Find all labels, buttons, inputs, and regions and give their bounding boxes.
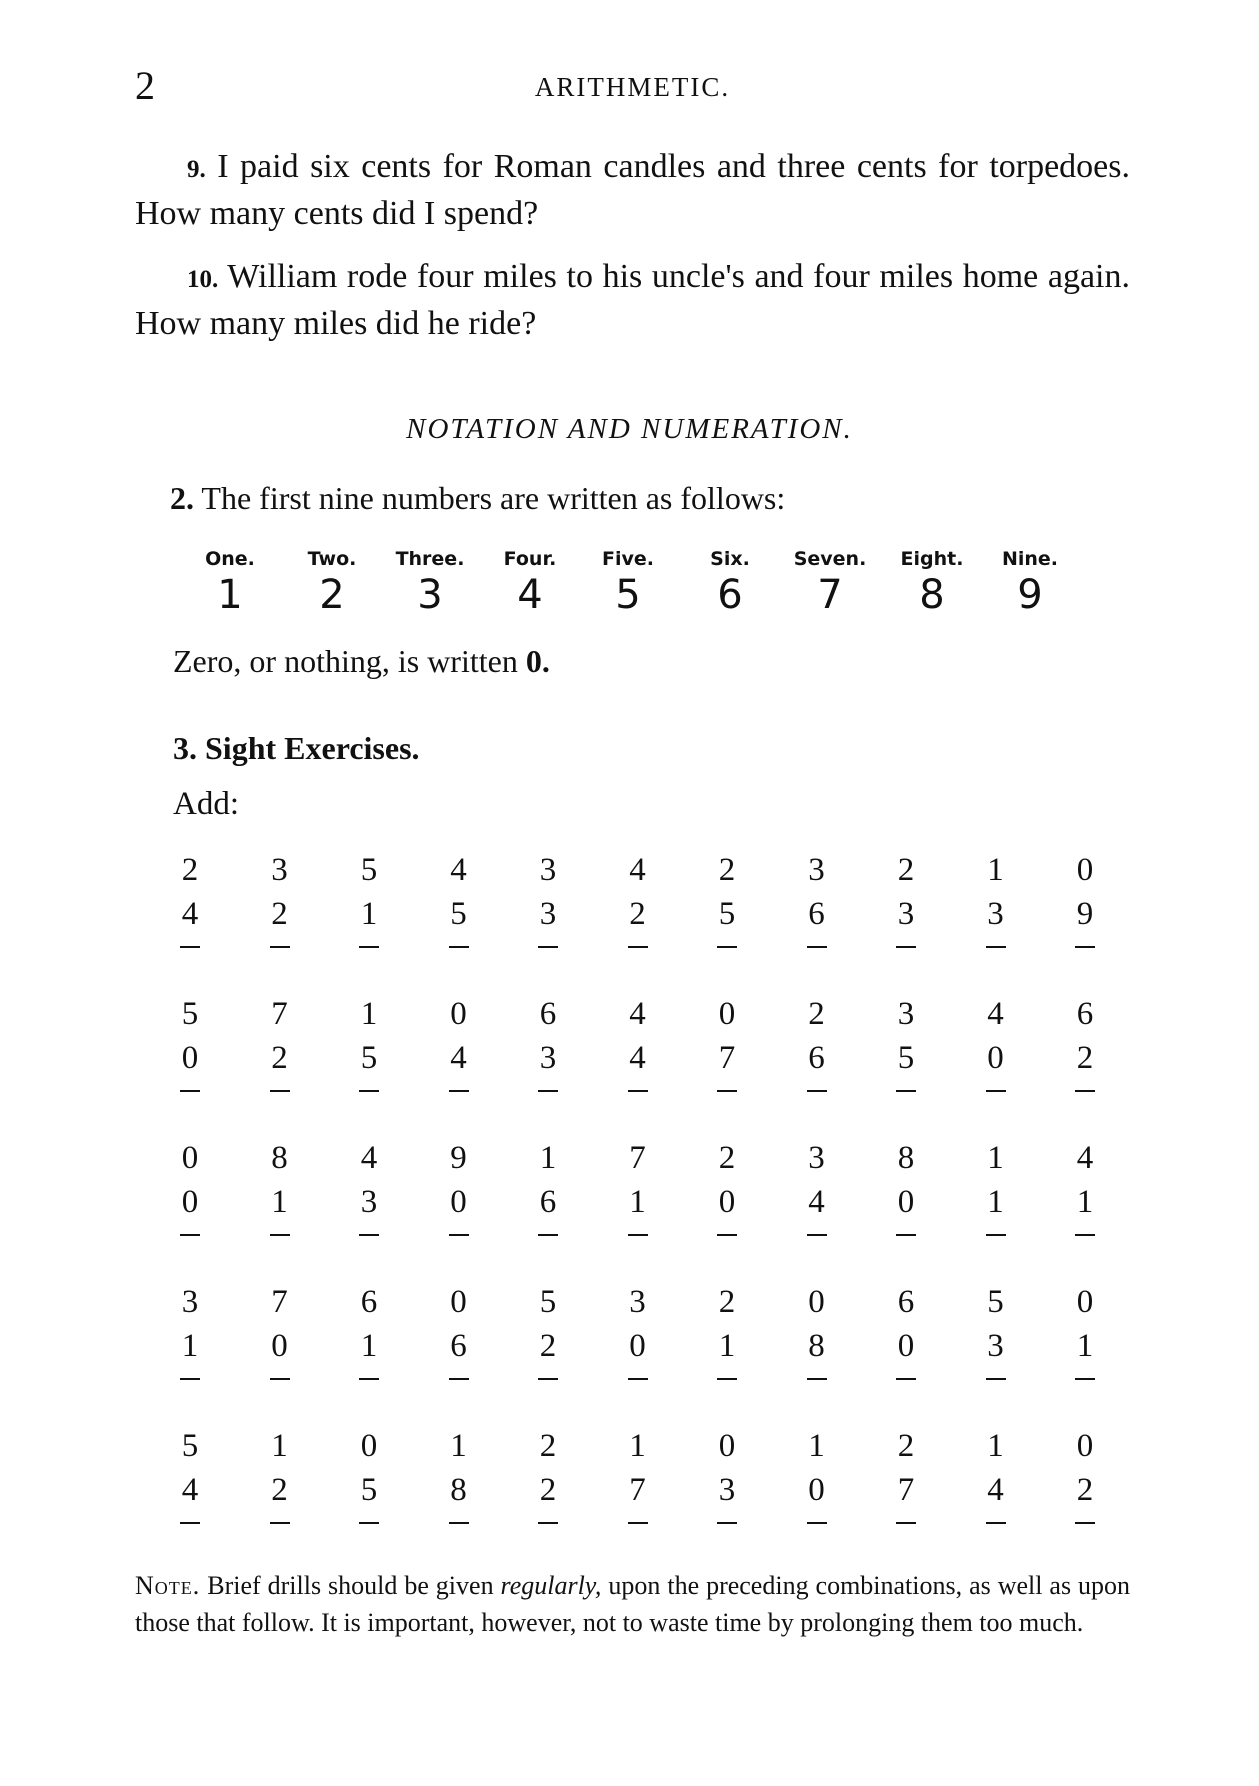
addend-top: 7 bbox=[629, 1140, 646, 1176]
addend-top: 1 bbox=[987, 852, 1004, 888]
sum-rule bbox=[270, 1378, 290, 1380]
sum-rule bbox=[896, 1234, 916, 1236]
addend-bottom: 7 bbox=[718, 1040, 736, 1076]
addition-problem bbox=[429, 992, 489, 1092]
addend-top: 5 bbox=[181, 996, 199, 1032]
addend-top: 2 bbox=[539, 1428, 557, 1464]
sum-rule bbox=[180, 946, 200, 948]
addition-problem bbox=[697, 1136, 757, 1236]
addend-top: 2 bbox=[718, 1140, 736, 1176]
addition-problem bbox=[518, 1136, 578, 1236]
addend-bottom: 1 bbox=[360, 896, 378, 932]
addition-problem bbox=[160, 1424, 220, 1524]
section-title: NOTATION AND NUMERATION. bbox=[406, 413, 853, 445]
addend-top: 2 bbox=[897, 1428, 915, 1464]
addend-bottom: 0 bbox=[897, 1184, 915, 1220]
addend-top: 5 bbox=[539, 1284, 557, 1320]
addition-problem bbox=[697, 992, 757, 1092]
sum-rule bbox=[270, 1090, 290, 1092]
addition-exercise-grid bbox=[160, 848, 1120, 1548]
addend-bottom: 4 bbox=[181, 896, 199, 932]
addend-bottom: 5 bbox=[360, 1472, 378, 1508]
addition-problem bbox=[876, 848, 936, 948]
addition-problem bbox=[876, 1424, 936, 1524]
addend-top: 3 bbox=[539, 852, 557, 888]
addition-problem bbox=[250, 1424, 310, 1524]
addition-problem bbox=[160, 1280, 220, 1380]
addend-bottom: 1 bbox=[271, 1184, 288, 1220]
sum-rule bbox=[1075, 1378, 1095, 1380]
digit-column bbox=[380, 548, 480, 618]
sum-rule bbox=[986, 1090, 1006, 1092]
addend-bottom: 6 bbox=[808, 1040, 825, 1076]
sum-rule bbox=[449, 1234, 469, 1236]
addend-bottom: 8 bbox=[808, 1328, 825, 1364]
addition-problem bbox=[787, 1424, 847, 1524]
digit-name: Eight. bbox=[900, 548, 964, 570]
addition-problem bbox=[160, 1136, 220, 1236]
article-title: Sight Exercises. bbox=[205, 730, 420, 766]
addend-top: 6 bbox=[1076, 996, 1094, 1032]
sum-rule bbox=[359, 1234, 379, 1236]
addend-top: 6 bbox=[360, 1284, 378, 1320]
addend-bottom: 0 bbox=[897, 1328, 915, 1364]
article-2 bbox=[170, 480, 785, 517]
digit-column bbox=[780, 548, 880, 618]
addition-problem bbox=[250, 1136, 310, 1236]
page-number: 2 bbox=[135, 63, 155, 108]
addend-top: 1 bbox=[629, 1428, 646, 1464]
addend-bottom: 4 bbox=[629, 1040, 646, 1076]
addend-bottom: 0 bbox=[450, 1184, 467, 1220]
problem-9 bbox=[135, 145, 1130, 236]
sum-rule bbox=[717, 1378, 737, 1380]
addend-top: 0 bbox=[718, 996, 736, 1032]
digit-name: Nine. bbox=[1001, 548, 1059, 570]
sum-rule bbox=[180, 1234, 200, 1236]
addend-top: 4 bbox=[450, 852, 467, 888]
addition-problem bbox=[518, 1424, 578, 1524]
addend-top: 0 bbox=[808, 1284, 825, 1320]
addend-top: 7 bbox=[271, 1284, 288, 1320]
digit-column bbox=[282, 548, 382, 618]
sum-rule bbox=[628, 1234, 648, 1236]
addend-bottom: 3 bbox=[987, 896, 1004, 932]
addition-problem bbox=[339, 1424, 399, 1524]
addend-top: 2 bbox=[718, 1284, 736, 1320]
addend-bottom: 2 bbox=[271, 1040, 288, 1076]
digit-numeral: 2 bbox=[319, 572, 345, 618]
sum-rule bbox=[270, 946, 290, 948]
addend-bottom: 5 bbox=[897, 1040, 915, 1076]
addend-bottom: 7 bbox=[897, 1472, 915, 1508]
digit-name: Six. bbox=[710, 548, 750, 570]
sum-rule bbox=[896, 1378, 916, 1380]
sum-rule bbox=[538, 1522, 558, 1524]
addend-bottom: 0 bbox=[808, 1472, 825, 1508]
addend-top: 5 bbox=[181, 1428, 199, 1464]
digit-numeral: 8 bbox=[919, 572, 945, 618]
addend-top: 2 bbox=[808, 996, 825, 1032]
sum-rule bbox=[807, 1378, 827, 1380]
sum-rule bbox=[807, 946, 827, 948]
addend-bottom: 1 bbox=[718, 1328, 736, 1364]
addend-bottom: 3 bbox=[718, 1472, 736, 1508]
article-number: 3. bbox=[173, 730, 197, 766]
addend-bottom: 6 bbox=[450, 1328, 467, 1364]
addend-bottom: 2 bbox=[629, 896, 646, 932]
addition-problem bbox=[876, 1136, 936, 1236]
addition-problem bbox=[608, 1136, 668, 1236]
addend-bottom: 9 bbox=[1076, 896, 1094, 932]
addend-top: 4 bbox=[1076, 1140, 1094, 1176]
addend-bottom: 4 bbox=[808, 1184, 825, 1220]
addend-bottom: 1 bbox=[181, 1328, 199, 1364]
problem-text: William rode four miles to his uncle's and four miles home again. How many miles did he ride? bbox=[135, 258, 1130, 342]
addend-bottom: 5 bbox=[718, 896, 736, 932]
addend-bottom: 2 bbox=[539, 1328, 557, 1364]
sum-rule bbox=[628, 946, 648, 948]
addend-bottom: 7 bbox=[629, 1472, 646, 1508]
addend-top: 0 bbox=[450, 996, 467, 1032]
addend-bottom: 1 bbox=[987, 1184, 1004, 1220]
addend-top: 0 bbox=[360, 1428, 378, 1464]
addend-bottom: 1 bbox=[1076, 1184, 1094, 1220]
addend-bottom: 4 bbox=[181, 1472, 199, 1508]
addend-top: 0 bbox=[450, 1284, 467, 1320]
addend-bottom: 3 bbox=[987, 1328, 1004, 1364]
addend-top: 3 bbox=[271, 852, 288, 888]
addition-problem bbox=[608, 1280, 668, 1380]
addend-top: 1 bbox=[808, 1428, 825, 1464]
article-text: The first nine numbers are written as follows: bbox=[201, 480, 786, 516]
addition-problem bbox=[250, 1280, 310, 1380]
addend-top: 4 bbox=[629, 996, 646, 1032]
sum-rule bbox=[717, 946, 737, 948]
addend-top: 5 bbox=[987, 1284, 1004, 1320]
addend-top: 1 bbox=[987, 1428, 1004, 1464]
sum-rule bbox=[1075, 1522, 1095, 1524]
addend-bottom: 1 bbox=[629, 1184, 646, 1220]
addition-problem bbox=[966, 1424, 1026, 1524]
addend-bottom: 6 bbox=[808, 896, 825, 932]
digit-name: Seven. bbox=[793, 548, 867, 570]
sum-rule bbox=[180, 1522, 200, 1524]
addition-problem bbox=[608, 992, 668, 1092]
addend-top: 1 bbox=[450, 1428, 467, 1464]
digit-numeral: 4 bbox=[517, 572, 543, 618]
addend-top: 0 bbox=[181, 1140, 199, 1176]
digit-name: One. bbox=[205, 548, 255, 570]
addition-problem bbox=[787, 1280, 847, 1380]
sum-rule bbox=[449, 1522, 469, 1524]
addend-bottom: 5 bbox=[360, 1040, 378, 1076]
digit-numeral: 7 bbox=[817, 572, 843, 618]
addend-top: 4 bbox=[360, 1140, 378, 1176]
addition-problem bbox=[518, 848, 578, 948]
sum-rule bbox=[807, 1234, 827, 1236]
addend-top: 6 bbox=[539, 996, 557, 1032]
addend-bottom: 4 bbox=[450, 1040, 467, 1076]
sum-rule bbox=[896, 1522, 916, 1524]
addition-problem bbox=[339, 992, 399, 1092]
sum-rule bbox=[359, 1378, 379, 1380]
addend-top: 8 bbox=[897, 1140, 915, 1176]
digit-name: Three. bbox=[395, 548, 465, 570]
addition-problem bbox=[518, 992, 578, 1092]
addend-top: 3 bbox=[181, 1284, 199, 1320]
sum-rule bbox=[180, 1090, 200, 1092]
addend-bottom: 0 bbox=[271, 1328, 288, 1364]
addend-bottom: 2 bbox=[539, 1472, 557, 1508]
digit-numeral: 5 bbox=[615, 572, 641, 618]
digit-numeral: 6 bbox=[717, 572, 743, 618]
addition-problem bbox=[697, 848, 757, 948]
addition-problem bbox=[1055, 848, 1115, 948]
addend-bottom: 3 bbox=[539, 1040, 557, 1076]
addition-problem bbox=[160, 992, 220, 1092]
addition-problem bbox=[1055, 1280, 1115, 1380]
sum-rule bbox=[538, 1234, 558, 1236]
zero-statement bbox=[173, 643, 550, 680]
sum-rule bbox=[717, 1090, 737, 1092]
digit-numeral: 1 bbox=[217, 572, 243, 618]
addition-problem bbox=[518, 1280, 578, 1380]
addend-top: 2 bbox=[897, 852, 915, 888]
sum-rule bbox=[359, 946, 379, 948]
addend-top: 0 bbox=[1076, 1428, 1094, 1464]
addition-problem bbox=[429, 1136, 489, 1236]
sum-rule bbox=[1075, 946, 1095, 948]
sum-rule bbox=[628, 1378, 648, 1380]
addition-problem bbox=[339, 1136, 399, 1236]
sum-rule bbox=[628, 1522, 648, 1524]
sum-rule bbox=[180, 1378, 200, 1380]
addend-bottom: 2 bbox=[1076, 1040, 1094, 1076]
addition-problem bbox=[429, 1280, 489, 1380]
addend-top: 0 bbox=[1076, 852, 1094, 888]
digit-numeral: 9 bbox=[1017, 572, 1043, 618]
digit-name: Two. bbox=[307, 548, 357, 570]
addend-bottom: 8 bbox=[450, 1472, 467, 1508]
article-number: 2. bbox=[170, 480, 194, 516]
addend-bottom: 6 bbox=[539, 1184, 557, 1220]
addition-problem bbox=[1055, 992, 1115, 1092]
addition-problem bbox=[608, 848, 668, 948]
sum-rule bbox=[1075, 1090, 1095, 1092]
addend-top: 0 bbox=[718, 1428, 736, 1464]
sum-rule bbox=[986, 946, 1006, 948]
addition-problem bbox=[339, 848, 399, 948]
sum-rule bbox=[986, 1234, 1006, 1236]
running-title: ARITHMETIC. bbox=[534, 72, 731, 102]
addition-problem bbox=[339, 1280, 399, 1380]
sum-rule bbox=[270, 1234, 290, 1236]
sum-rule bbox=[986, 1522, 1006, 1524]
sum-rule bbox=[1075, 1234, 1095, 1236]
addition-problem bbox=[787, 848, 847, 948]
addend-top: 8 bbox=[271, 1140, 288, 1176]
addition-problem bbox=[160, 848, 220, 948]
digit-column bbox=[578, 548, 678, 618]
digit-column bbox=[680, 548, 780, 618]
digit-column bbox=[480, 548, 580, 618]
addend-top: 3 bbox=[808, 1140, 825, 1176]
digit-name: Five. bbox=[602, 548, 654, 570]
addend-bottom: 3 bbox=[897, 896, 915, 932]
problem-10 bbox=[135, 255, 1130, 346]
addition-problem bbox=[876, 1280, 936, 1380]
sum-rule bbox=[717, 1234, 737, 1236]
addend-top: 4 bbox=[629, 852, 646, 888]
addition-problem bbox=[966, 1280, 1026, 1380]
addition-problem bbox=[250, 848, 310, 948]
addend-bottom: 3 bbox=[539, 896, 557, 932]
addend-top: 0 bbox=[1076, 1284, 1094, 1320]
sum-rule bbox=[538, 946, 558, 948]
addend-top: 3 bbox=[629, 1284, 646, 1320]
addend-top: 5 bbox=[360, 852, 378, 888]
sum-rule bbox=[359, 1090, 379, 1092]
addend-top: 7 bbox=[271, 996, 288, 1032]
problem-number: 10. bbox=[187, 266, 219, 293]
sum-rule bbox=[270, 1522, 290, 1524]
zero-glyph: 0. bbox=[525, 643, 550, 679]
addend-top: 1 bbox=[271, 1428, 288, 1464]
problem-text: I paid six cents for Roman candles and three cents for torpedoes. How many cents did I spend? bbox=[135, 148, 1130, 232]
sum-rule bbox=[538, 1378, 558, 1380]
digit-table bbox=[180, 548, 1080, 628]
addend-bottom: 4 bbox=[987, 1472, 1004, 1508]
addition-problem bbox=[787, 992, 847, 1092]
note-text-before: Brief drills should be given bbox=[207, 1571, 494, 1600]
addend-top: 9 bbox=[450, 1140, 467, 1176]
addition-problem bbox=[608, 1424, 668, 1524]
addend-bottom: 2 bbox=[271, 896, 288, 932]
addend-bottom: 3 bbox=[360, 1184, 378, 1220]
addition-problem bbox=[1055, 1136, 1115, 1236]
article-3-heading bbox=[173, 730, 420, 767]
sum-rule bbox=[896, 946, 916, 948]
addition-problem bbox=[429, 848, 489, 948]
addend-top: 4 bbox=[987, 996, 1004, 1032]
sum-rule bbox=[449, 1378, 469, 1380]
sum-rule bbox=[449, 1090, 469, 1092]
addend-top: 1 bbox=[987, 1140, 1004, 1176]
addition-problem bbox=[787, 1136, 847, 1236]
sum-rule bbox=[986, 1378, 1006, 1380]
sum-rule bbox=[807, 1522, 827, 1524]
digit-column bbox=[980, 548, 1080, 618]
sum-rule bbox=[628, 1090, 648, 1092]
sum-rule bbox=[717, 1522, 737, 1524]
sum-rule bbox=[807, 1090, 827, 1092]
zero-text: Zero, or nothing, is written bbox=[173, 643, 518, 679]
problem-number: 9. bbox=[187, 156, 206, 183]
addition-problem bbox=[966, 848, 1026, 948]
sum-rule bbox=[359, 1522, 379, 1524]
addend-bottom: 0 bbox=[181, 1040, 199, 1076]
addend-top: 6 bbox=[897, 1284, 915, 1320]
addend-bottom: 2 bbox=[1076, 1472, 1094, 1508]
addend-top: 3 bbox=[808, 852, 825, 888]
addition-problem bbox=[697, 1424, 757, 1524]
addend-bottom: 1 bbox=[1076, 1328, 1094, 1364]
addend-top: 1 bbox=[539, 1140, 557, 1176]
addition-problem bbox=[250, 992, 310, 1092]
note-label: Note. bbox=[135, 1571, 201, 1600]
sum-rule bbox=[896, 1090, 916, 1092]
addend-bottom: 0 bbox=[987, 1040, 1004, 1076]
addend-bottom: 0 bbox=[181, 1184, 199, 1220]
sum-rule bbox=[449, 946, 469, 948]
addition-problem bbox=[697, 1280, 757, 1380]
addend-bottom: 2 bbox=[271, 1472, 288, 1508]
teacher-note bbox=[135, 1567, 1130, 1641]
addition-problem bbox=[876, 992, 936, 1092]
digit-column bbox=[882, 548, 982, 618]
addend-top: 2 bbox=[718, 852, 736, 888]
addend-bottom: 5 bbox=[450, 896, 467, 932]
digit-numeral: 3 bbox=[417, 572, 443, 618]
add-instruction: Add: bbox=[173, 786, 239, 822]
page-header bbox=[135, 62, 1130, 112]
digit-column bbox=[180, 548, 280, 618]
addition-problem bbox=[429, 1424, 489, 1524]
addend-bottom: 0 bbox=[629, 1328, 646, 1364]
addend-bottom: 0 bbox=[718, 1184, 736, 1220]
addend-bottom: 1 bbox=[360, 1328, 378, 1364]
digit-name: Four. bbox=[503, 548, 557, 570]
note-text-after: upon the preceding combinations, as well as upon those that follow. It is important, however, not to waste time by prolonging them too much. bbox=[135, 1571, 1131, 1637]
addition-problem bbox=[966, 1136, 1026, 1236]
note-emphasis: regularly, bbox=[500, 1571, 602, 1600]
addend-top: 2 bbox=[181, 852, 199, 888]
addend-top: 1 bbox=[360, 996, 378, 1032]
addition-problem bbox=[966, 992, 1026, 1092]
addition-problem bbox=[1055, 1424, 1115, 1524]
addend-top: 3 bbox=[897, 996, 915, 1032]
sum-rule bbox=[538, 1090, 558, 1092]
